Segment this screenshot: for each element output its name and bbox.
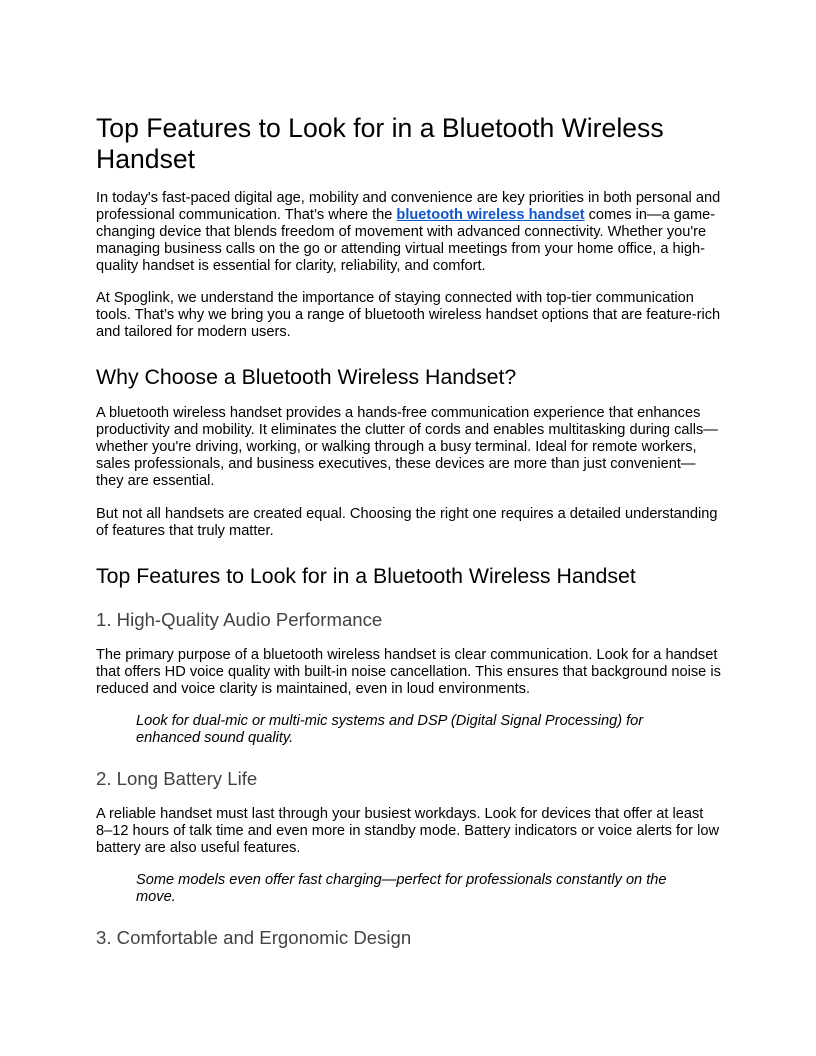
feature-heading-design: 3. Comfortable and Ergonomic Design xyxy=(96,927,412,948)
spoglink-paragraph: At Spoglink, we understand the importance of staying connected with top-tier communication tools. That’s why we bring you a range of bluetooth wireless handset options that are feature-rich and tailored for modern users. xyxy=(96,290,721,340)
feature-body-audio: The primary purpose of a bluetooth wireless handset is clear communication. Look for a handset that offers HD voice quality with built-in noise cancellation. This ensures that background noise is reduced and voice clarity is maintained, even in loud environments. xyxy=(96,647,721,697)
equal-paragraph: But not all handsets are created equal. Choosing the right one requires a detailed understanding of features that truly matter. xyxy=(96,506,718,539)
page-title: Top Features to Look for in a Bluetooth Wireless Handset xyxy=(96,113,664,174)
features-heading: Top Features to Look for in a Bluetooth Wireless Handset xyxy=(96,564,636,588)
feature-heading-battery: 2. Long Battery Life xyxy=(96,768,258,789)
why-heading: Why Choose a Bluetooth Wireless Handset? xyxy=(96,365,517,389)
feature-body-battery: A reliable handset must last through your busiest workdays. Look for devices that offer at least 8–12 hours of talk time and even more in standby mode. Battery indicators or voice alerts for low battery are also useful features. xyxy=(96,806,719,856)
intro-text-cont: comes in—a game-changing device that blends freedom of movement with advanced connectivity. Whether you're managing business calls on the go or attending virtual meetings from your home office, a high-quality handset is essential for clarity, reliability, and comfort. xyxy=(96,207,716,274)
intro-paragraph xyxy=(96,190,722,275)
bluetooth-handset-link[interactable]: bluetooth wireless handset xyxy=(396,207,585,223)
intro-text: In today's fast-paced digital age, mobility and convenience are key priorities in both personal and professional communication. That’s where the xyxy=(96,190,721,223)
feature-heading-audio: 1. High-Quality Audio Performance xyxy=(96,609,383,630)
why-paragraph: A bluetooth wireless handset provides a hands-free communication experience that enhances productivity and mobility. It eliminates the clutter of cords and enables multitasking during calls—whether you're driving, working, or walking through a busy terminal. Ideal for remote workers, sales professionals, and business executives, these devices are more than just convenient—they are essential. xyxy=(96,405,718,489)
feature-tip-audio: Look for dual-mic or multi-mic systems and DSP (Digital Signal Processing) for enhanced sound quality. xyxy=(136,713,644,746)
feature-tip-battery: Some models even offer fast charging—perfect for professionals constantly on the move. xyxy=(136,872,667,905)
